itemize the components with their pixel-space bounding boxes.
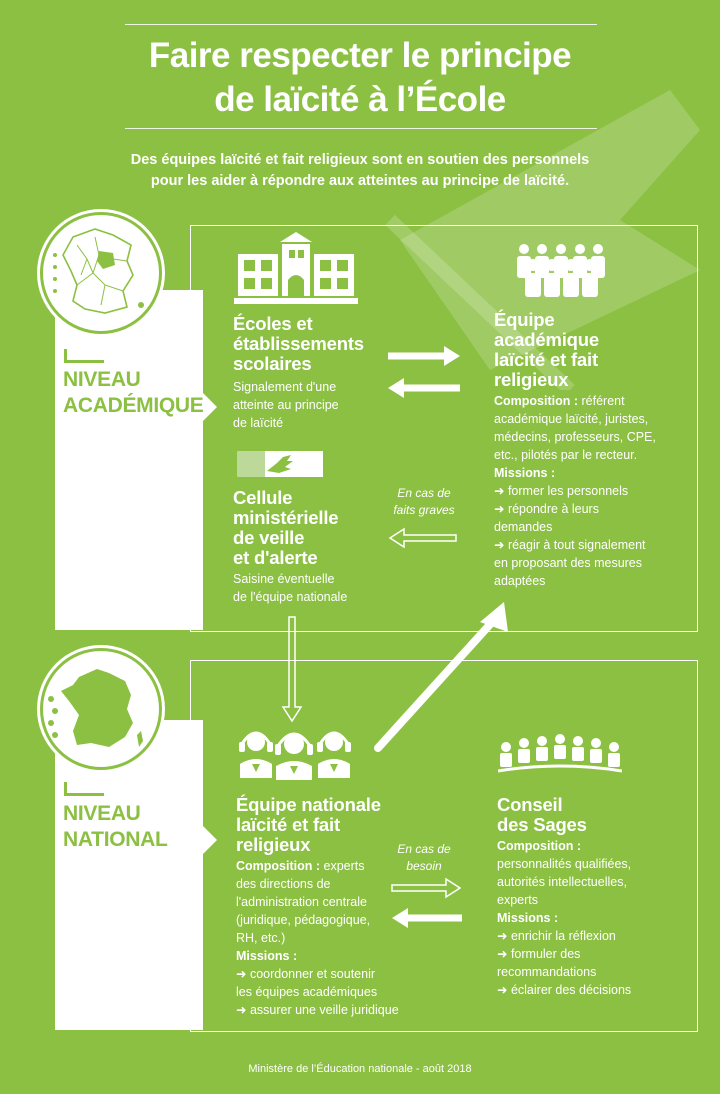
team-group-icon <box>514 243 608 299</box>
marianne-logo-icon <box>237 451 323 477</box>
academique-band-pointer <box>203 393 217 421</box>
france-map-icon <box>40 648 162 770</box>
title-rule <box>125 128 597 129</box>
page-title: Faire respecter le principe de laïcité à l’École <box>148 36 572 119</box>
school-building-icon <box>234 228 358 306</box>
besoin-label: En cas de besoin <box>397 842 451 873</box>
national-band-pointer <box>203 826 217 854</box>
level-marker <box>64 360 104 363</box>
equipe-nationale-details: Composition : experts des directions de l'administration centrale (juridique, pédagogique, RH, etc.) Missions : ➜ coordonner et soutenir les équipes académiques ➜ assurer une veille juridique <box>236 859 399 1017</box>
ecoles-title: Écoles et établissements scolaires <box>233 313 364 374</box>
cellule-description: Saisine éventuelle de l'équipe nationale <box>233 572 348 604</box>
exchange-arrows-icon <box>386 344 462 400</box>
left-arrow-icon <box>388 527 458 549</box>
academique-level-band <box>55 290 203 630</box>
page-subtitle: Des équipes laïcité et fait religieux sont en soutien des personnels pour les aider à répondre aux atteintes au principe de laïcité. <box>130 152 590 189</box>
academique-level-label: NIVEAU ACADÉMIQUE <box>63 368 204 417</box>
france-academies-map-icon <box>40 212 162 334</box>
level-marker <box>64 793 104 796</box>
headset-team-icon <box>236 722 354 780</box>
footer-credit: Ministère de l’Éducation nationale - août 2018 <box>248 1063 472 1075</box>
equipe-nationale-title: Équipe nationale laïcité et fait religieux <box>236 794 381 855</box>
cellule-title: Cellule ministérielle de veille et d'alerte <box>233 487 339 568</box>
top-rule <box>125 24 597 25</box>
council-group-icon <box>498 733 622 775</box>
conseil-title: Conseil des Sages <box>497 794 587 835</box>
national-level-label: NIVEAU NATIONAL <box>63 802 168 851</box>
faits-graves-label: En cas de faits graves <box>393 486 455 517</box>
equipe-academique-title: Équipe académique laïcité et fait religieux <box>494 309 599 390</box>
exchange-arrows-national-icon <box>390 878 464 930</box>
ecoles-description: Signalement d'une atteinte au principe de laïcité <box>233 380 339 430</box>
equipe-academique-details: Composition : référent académique laïcité, juristes, médecins, professeurs, CPE, etc., pilotés par le recteur. Missions : ➜ former les personnels ➜ répondre à leurs demandes ➜ réagir à tout signalement en proposant des mesures adaptées <box>494 394 656 588</box>
conseil-details: Composition : personnalités qualifiées, autorités intellectuelles, experts Missions : ➜ enrichir la réflexion ➜ formuler des recommandations ➜ éclairer des décisions <box>497 839 632 997</box>
